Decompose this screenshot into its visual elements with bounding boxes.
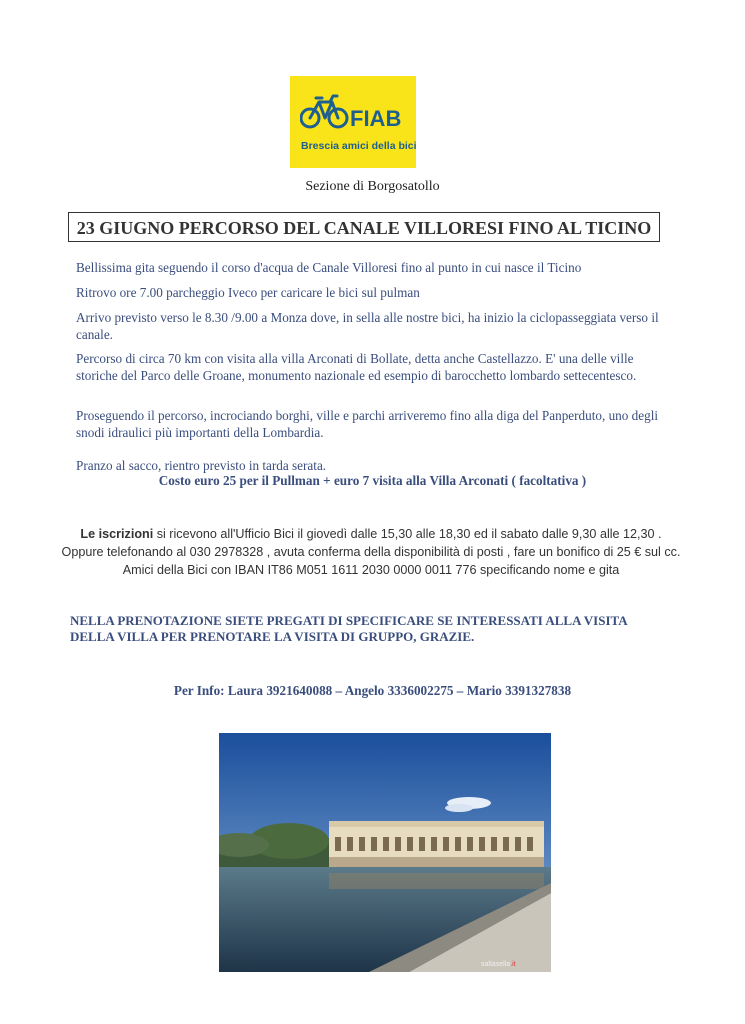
registration-lead: Le iscrizioni: [80, 527, 154, 541]
paragraph-meeting: Ritrovo ore 7.00 parcheggio Iveco per caricare le bici sul pulman: [76, 285, 420, 300]
logo-tagline: Brescia amici della bici: [301, 140, 417, 152]
paragraph-intro: Bellissima gita seguendo il corso d'acqua de Canale Villoresi fino al punto in cui nasce il Ticino: [76, 260, 582, 275]
booking-note: NELLA PRENOTAZIONE SIETE PREGATI DI SPECIFICARE SE INTERESSATI ALLA VISITA DELLA VILLA PER PRENOTARE LA VISITA DI GRUPPO, GRAZIE.: [70, 613, 627, 644]
fiab-logo: [290, 76, 416, 168]
page-title: 23 GIUGNO PERCORSO DEL CANALE VILLORESI FINO AL TICINO: [68, 212, 660, 242]
contact-info: Per Info: Laura 3921640088 – Angelo 3336002275 – Mario 3391327838: [173, 683, 572, 698]
cost-line: Costo euro 25 per il Pullman + euro 7 visita alla Villa Arconati ( facoltativa ): [158, 473, 587, 488]
paragraph-dam: Proseguendo il percorso, incrociando borghi, ville e parchi arriveremo fino alla diga del Panperduto, uno degli snodi idraulici più importanti della Lombardia.: [76, 408, 659, 440]
section-name: Sezione di Borgosatollo: [305, 179, 440, 194]
logo-brand: FIAB: [350, 106, 402, 131]
registration-info: [60, 525, 682, 579]
photo-credit: saltasella.it: [481, 961, 516, 968]
paragraph-lunch: Pranzo al sacco, rientro previsto in tarda serata.: [76, 458, 327, 473]
bicycle-icon: [300, 94, 350, 130]
registration-text: si ricevono all'Ufficio Bici il giovedì dalle 15,30 alle 18,30 ed il sabato dalle 9,30 alle 12,30 . Oppure telefonando al 030 2978328 , avuta conferma della disponibilità di posti , fare un bonifico di 25 € sul cc. Amici della Bici con IBAN IT86 M051 1611 2030 0000 0011 776 specificando nome e gita: [61, 527, 681, 577]
villa-photo: [219, 733, 551, 972]
paragraph-route: Percorso di circa 70 km con visita alla villa Arconati di Bollate, detta anche Castellazzo. E' una delle ville storiche del Parco delle Groane, monumento nazionale ed esempio di barocchetto lombardo settecentesco.: [76, 351, 637, 383]
paragraph-arrival: Arrivo previsto verso le 8.30 /9.00 a Monza dove, in sella alle nostre bici, ha inizio la ciclopasseggiata verso il canale.: [76, 310, 659, 342]
